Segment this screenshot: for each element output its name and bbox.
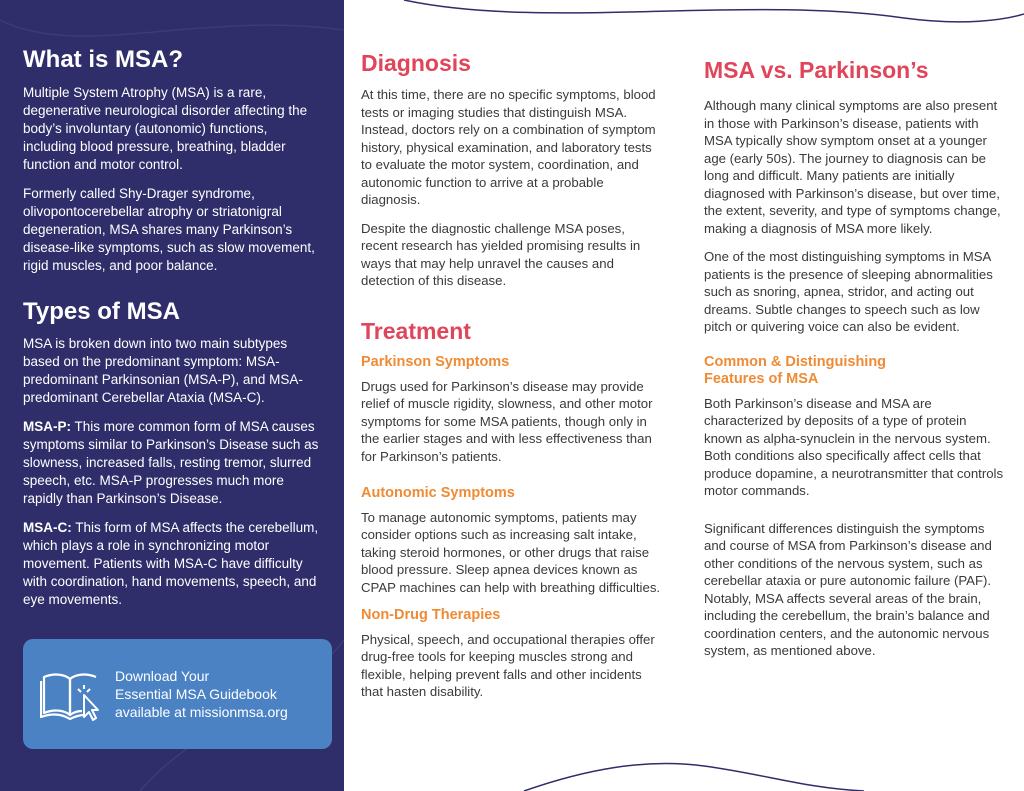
msa-c-label: MSA-C: — [23, 520, 72, 536]
sidebar-panel — [0, 0, 344, 791]
msa-vs-parkinsons-heading: MSA vs. Parkinson’s — [704, 57, 929, 83]
features-heading-line-1: Common & Distinguishing — [704, 353, 887, 370]
parkinson-symptoms-text: Drugs used for Parkinson’s disease may provide relief of muscle rigidity, slowness, and other motor symptoms for some MSA patients, though only in the earlier stages and with less effectiveness than for Parkinson’s patients. — [361, 378, 653, 464]
parkinson-symptoms-heading: Parkinson Symptoms — [361, 354, 510, 371]
versus-paragraph-4: Significant differences distinguish the symptoms and course of MSA from Parkinson’s disease and other conditions of the nervous system, such as cerebellar ataxia or pure autonomic failure (PAF). Notably, MSA affects several areas of the brain, including the cerebellum, the brain’s balance and coordination centers, and the autonomic nervous system, as mentioned above. — [704, 520, 992, 659]
callout-line-1: Download Your — [115, 668, 210, 684]
diagnosis-heading: Diagnosis — [361, 50, 471, 76]
top-decorative-wave — [344, 0, 1024, 30]
what-is-msa-paragraph-2: Formerly called Shy-Drager syndrome, olivopontocerebellar atrophy or striatonigral degeneration, MSA shares many Parkinson’s disease-like symptoms, such as slow movement, rigid muscles, and poor balance. — [23, 185, 315, 273]
types-paragraph: MSA is broken down into two main subtypes based on the predominant symptom: MSA-predominant Parkinsonian (MSA-P), and MSA-predominant Cerebellar Ataxia (MSA-C). — [23, 336, 303, 406]
callout-line-2: Essential MSA Guidebook — [115, 686, 277, 702]
msa-c-text: This form of MSA affects the cerebellum, which plays a role in synchronizing motor movement. Patients with MSA-C have difficulty with coordination, hand movements, speech, and eye movements. — [23, 520, 319, 608]
what-is-msa-paragraph-1: Multiple System Atrophy (MSA) is a rare, degenerative neurological disorder affecting the body’s involuntary (autonomic) functions, including blood pressure, breathing, bladder function and motor control. — [23, 84, 308, 172]
versus-paragraph-2: One of the most distinguishing symptoms in MSA patients is the presence of sleeping abnormalities such as snoring, apnea, stridor, and acting out dreams. Subtle changes to speech such as low pitch or quivering voice can also be evident. — [704, 249, 993, 335]
bottom-decorative-wave — [344, 750, 1024, 791]
non-drug-therapies-heading: Non-Drug Therapies — [361, 607, 501, 624]
callout-link[interactable]: available at missionmsa.org — [115, 704, 288, 720]
msa-p-text: This more common form of MSA causes symptoms similar to Parkinson’s Disease such as slowness, increased falls, resting tremor, slurred speech, etc. MSA-P progresses much more rapidly than Parkinson’s Disease. — [23, 419, 319, 507]
features-heading-line-2: Features of MSA — [704, 371, 819, 388]
msa-p-label: MSA-P: — [23, 419, 71, 435]
guidebook-callout[interactable] — [23, 639, 332, 749]
diagnosis-paragraph-1: At this time, there are no specific symptoms, blood tests or imaging studies that distinguish MSA. Instead, doctors rely on a combination of symptom history, physical examination, and laboratory tests to evaluate the motor system, coordination, and autonomic function to arrive at a probable diagnosis. — [361, 87, 656, 208]
versus-paragraph-1: Although many clinical symptoms are also present in those with Parkinson’s disease, patients with MSA typically show symptom onset at a younger age (early 50s). The journey to diagnosis can be long and difficult. Many patients are initially diagnosed with Parkinson’s disease, but over time, the extent, severity, and type of symptoms change, making a diagnosis of MSA more likely. — [704, 98, 1001, 236]
autonomic-symptoms-heading: Autonomic Symptoms — [361, 485, 515, 502]
diagnosis-paragraph-2: Despite the diagnostic challenge MSA poses, recent research has yielded promising results in ways that may help unravel the causes and detection of this disease. — [361, 220, 641, 289]
non-drug-therapies-text: Physical, speech, and occupational therapies offer drug-free tools for keeping muscles strong and flexible, helping prevent falls and other incidents that hasten disability. — [361, 631, 655, 700]
autonomic-symptoms-text: To manage autonomic symptoms, patients may consider options such as increasing salt intake, taking steroid hormones, or other drugs that raise blood pressure. Sleep apnea devices known as CPAP machines can help with breathing difficulties. — [361, 509, 661, 595]
msa-c-paragraph — [23, 519, 323, 609]
msa-vs-parkinsons-column — [704, 57, 1004, 671]
what-is-msa-heading: What is MSA? — [23, 46, 183, 73]
callout-text — [115, 667, 325, 721]
features-heading — [704, 354, 1004, 389]
types-of-msa-heading: Types of MSA — [23, 297, 180, 325]
msa-p-paragraph — [23, 418, 323, 508]
versus-paragraph-3: Both Parkinson’s disease and MSA are characterized by deposits of a type of protein known as alpha-synuclein in the nervous system. Both conditions also specifically affect cells that produce dopamine, a neurotransmitter that controls motor commands. — [704, 395, 1004, 499]
diagnosis-treatment-column — [361, 50, 661, 712]
open-book-click-icon — [40, 669, 102, 721]
treatment-heading: Treatment — [361, 317, 471, 344]
